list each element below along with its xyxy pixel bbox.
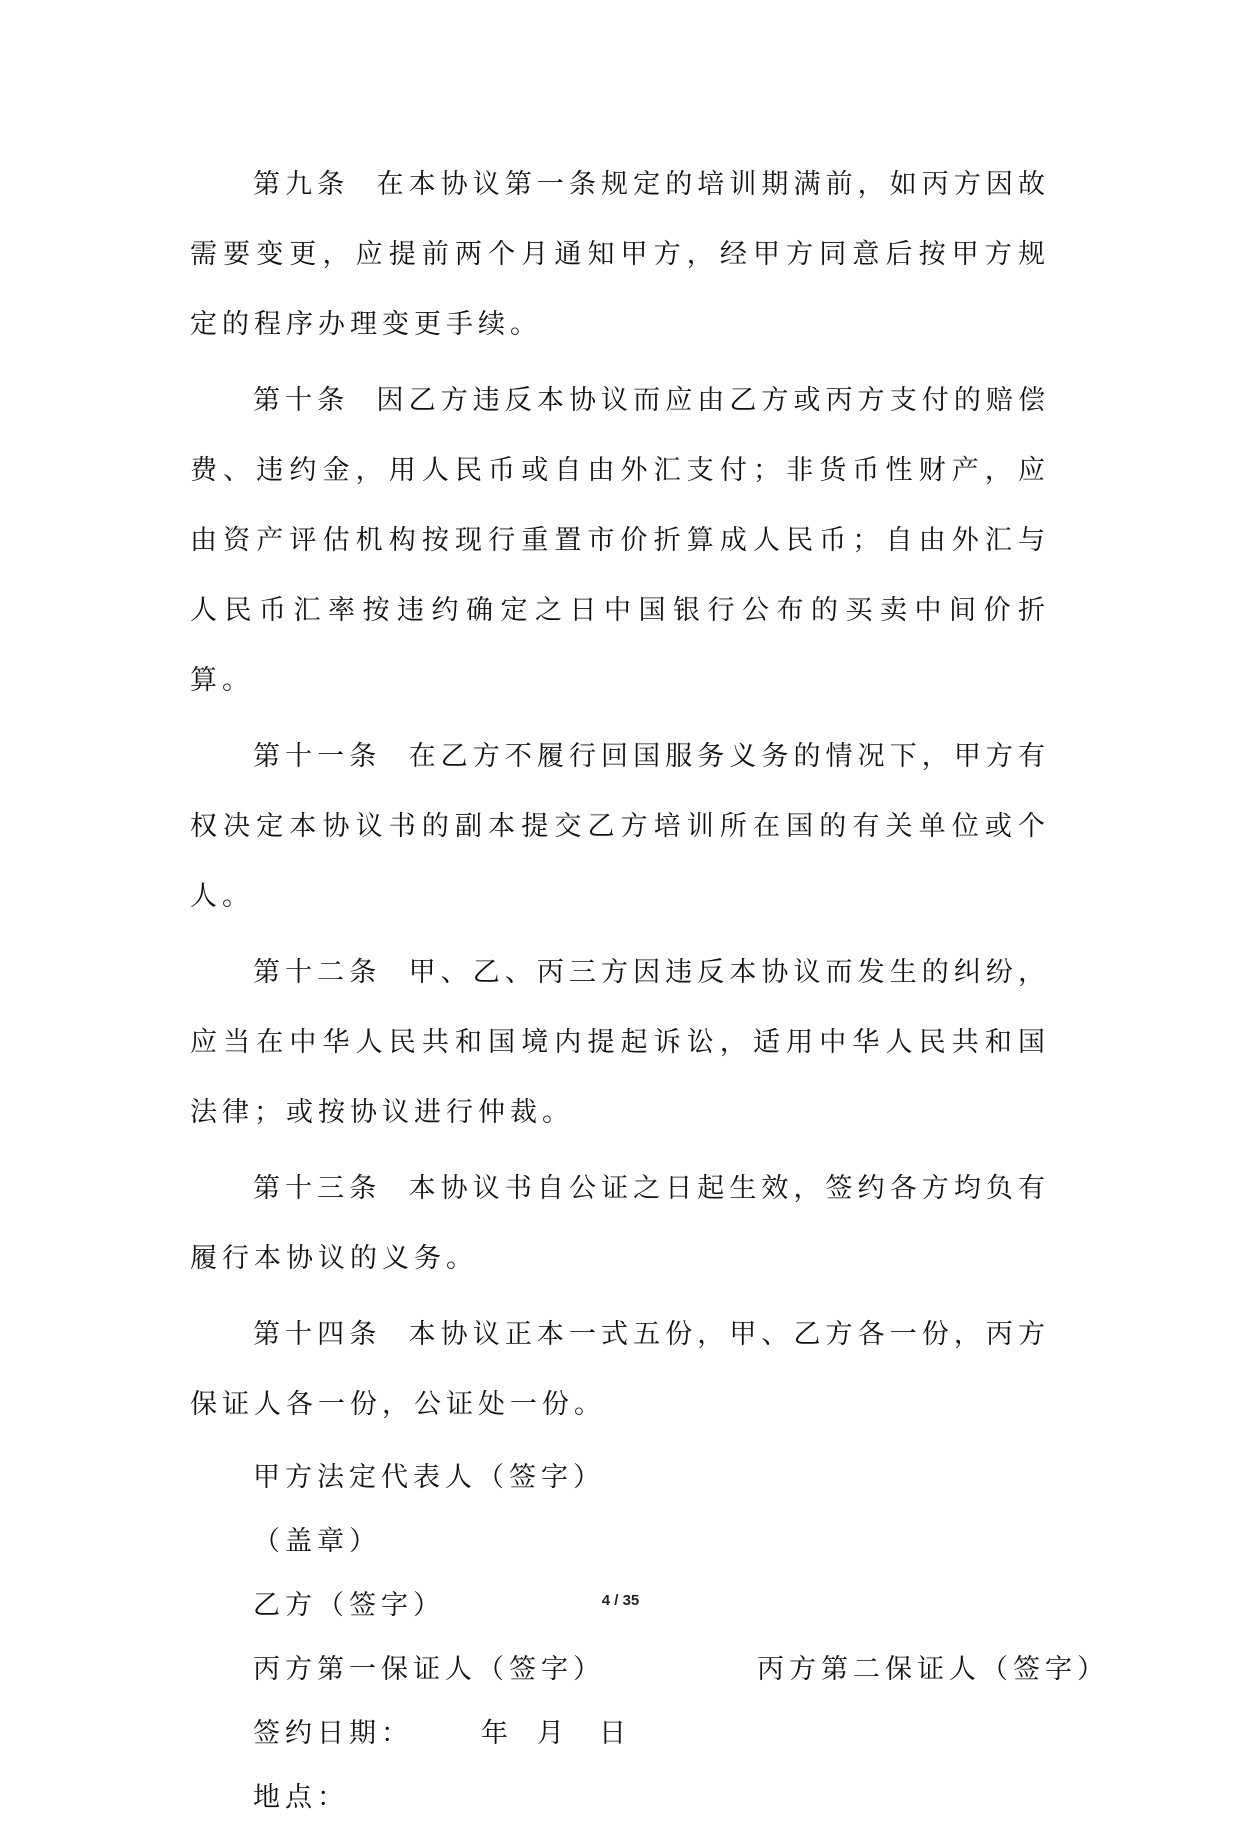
signing-date-line	[190, 1702, 1050, 1766]
article-text: 在乙方不履行回国服务义务的情况下，甲方有权决定本协议书的副本提交乙方培训所在国的有关单位或个人。	[190, 741, 1050, 912]
article-number: 第十四条	[253, 1319, 382, 1350]
article-number: 第十一条	[253, 741, 382, 772]
article-11	[190, 722, 1050, 932]
article-number: 第九条	[253, 169, 350, 200]
document-body	[190, 150, 1109, 1830]
page-number: 4 / 35	[601, 1592, 640, 1609]
article-text: 本协议正本一式五份，甲、乙方各一份，丙方保证人各一份，公证处一份。	[190, 1319, 1050, 1420]
year-label: 年	[481, 1718, 513, 1749]
article-13	[190, 1154, 1050, 1294]
article-12	[190, 938, 1050, 1148]
article-number: 第十二条	[253, 957, 382, 988]
guarantor-signature-row	[190, 1638, 1109, 1702]
article-text: 在本协议第一条规定的培训期满前，如丙方因故需要变更，应提前两个月通知甲方，经甲方同意后按甲方规定的程序办理变更手续。	[190, 169, 1051, 340]
date-label: 签约日期：	[253, 1718, 413, 1749]
article-number: 第十条	[253, 385, 350, 416]
party-a-rep-signature: 甲方法定代表人（签字）	[253, 1462, 605, 1493]
guarantor-2-signature: 丙方第二保证人（签字）	[757, 1654, 1109, 1685]
place-line: 地点：	[253, 1782, 349, 1813]
party-b-signature: 乙方（签字）	[253, 1590, 445, 1621]
article-9	[190, 150, 1050, 360]
seal-line: （盖章）	[253, 1526, 381, 1557]
article-text: 本协议书自公证之日起生效，签约各方均负有履行本协议的义务。	[190, 1173, 1050, 1274]
month-label: 月	[537, 1718, 569, 1749]
article-number: 第十三条	[253, 1173, 382, 1204]
article-text: 因乙方违反本协议而应由乙方或丙方支付的赔偿费、违约金，用人民币或自由外汇支付；非货币性财产，应由资产评估机构按现行重置市价折算成人民币；自由外汇与人民币汇率按违约确定之日中国银行公布的买卖中间价折算。	[190, 385, 1051, 696]
day-label: 日	[599, 1718, 631, 1749]
article-14	[190, 1300, 1050, 1440]
article-10	[190, 366, 1050, 716]
guarantor-1-signature: 丙方第一保证人（签字）	[253, 1654, 605, 1685]
article-text: 甲、乙、丙三方因违反本协议而发生的纠纷，应当在中华人民共和国境内提起诉讼，适用中华人民共和国法律；或按协议进行仲裁。	[190, 957, 1050, 1128]
